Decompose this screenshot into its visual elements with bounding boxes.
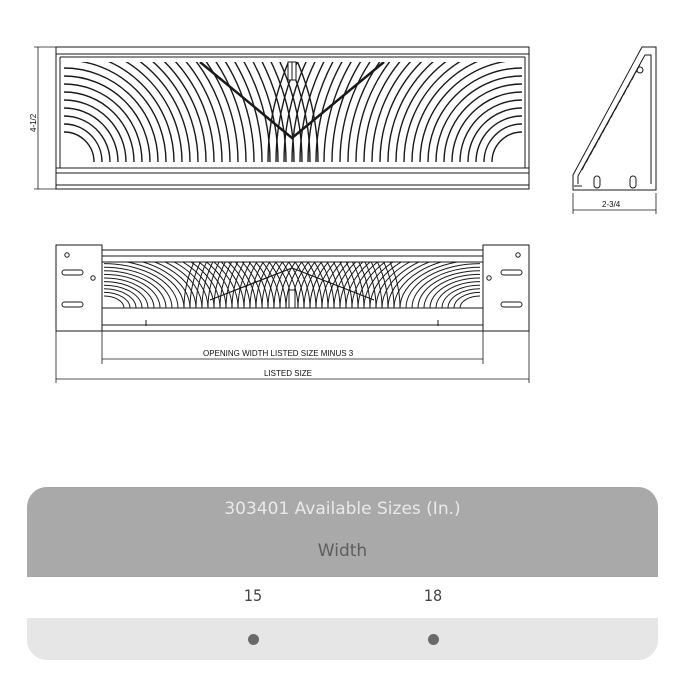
listed-size-label: LISTED SIZE [264, 369, 313, 378]
front-grille-arcs [64, 0, 522, 162]
sizes-table [27, 487, 658, 660]
top-left-flange [56, 245, 102, 331]
depth-dimension-label: 2-3/4 [602, 200, 621, 209]
size-cell-18: 18 [423, 586, 443, 605]
top-right-flange [483, 245, 529, 331]
available-dot-15 [248, 634, 259, 645]
opening-width-label: OPENING WIDTH LISTED SIZE MINUS 3 [203, 349, 354, 358]
width-column-header: Width [317, 541, 368, 561]
size-values-row [27, 577, 658, 618]
sizes-table-header [27, 487, 658, 577]
side-view [573, 47, 656, 190]
availability-row [27, 618, 658, 660]
height-dimension-label: 4-1/2 [29, 113, 38, 132]
side-hatch [582, 65, 640, 171]
front-view [56, 0, 529, 189]
available-dot-18 [428, 634, 439, 645]
size-cell-15: 15 [243, 586, 263, 605]
sizes-table-title: 303401 Available Sizes (In.) [224, 499, 461, 519]
